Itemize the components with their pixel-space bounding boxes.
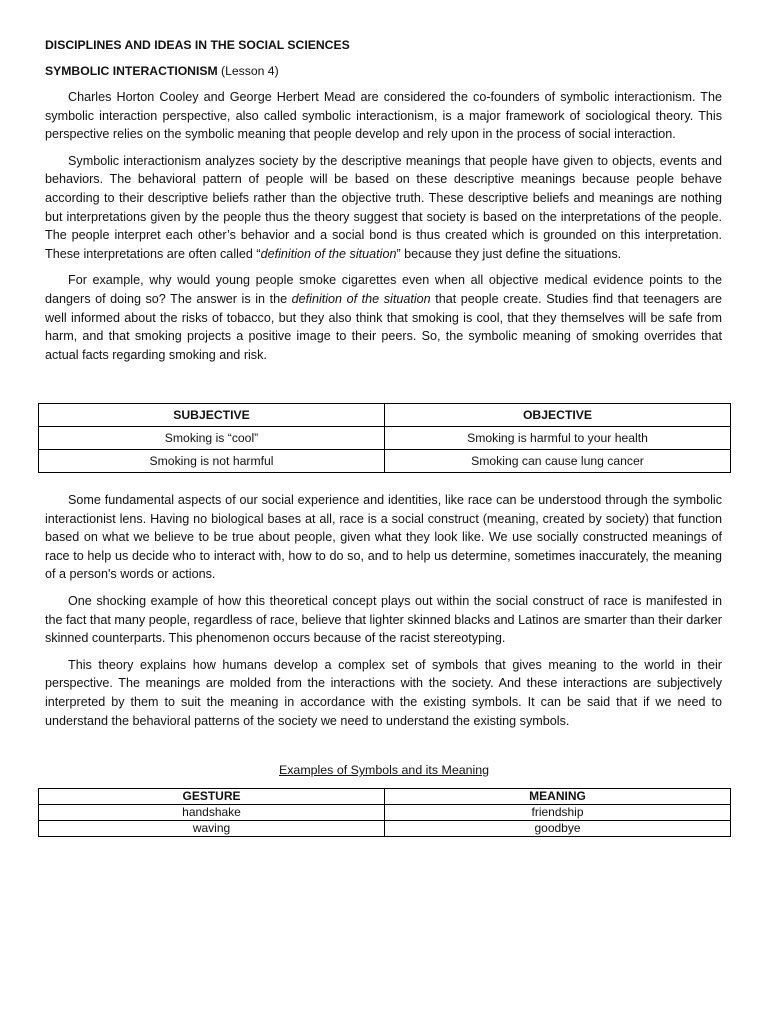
table-cell: waving — [39, 821, 385, 837]
table-cell: goodbye — [385, 821, 731, 837]
paragraph-5: One shocking example of how this theoretical concept plays out within the social construct of race is manifested in the fact that many people, regardless of race, believe that lighter skinned blacks and Latinos are smarter than their darker skinned counterparts. This phenomenon occurs because of the racist stereotyping. — [45, 593, 722, 646]
symbols-table-caption: Examples of Symbols and its Meaning — [278, 763, 490, 777]
lesson-subtitle-rest: (Lesson 4) — [217, 64, 279, 78]
table-cell: Smoking is not harmful — [39, 450, 385, 473]
table-header-row — [39, 404, 731, 427]
paragraph-1: Charles Horton Cooley and George Herbert Mead are considered the co-founders of symbolic interactionism. The symbolic interaction perspective, also called symbolic interactionism, is a major framework of sociological theory. This perspective relies on the symbolic meaning that people develop and rely upon in the process of social interaction. — [45, 90, 722, 142]
table-row — [39, 450, 731, 473]
table-row — [39, 821, 731, 837]
table-header-cell: SUBJECTIVE — [39, 404, 385, 427]
lesson-subtitle-bold: SYMBOLIC INTERACTIONISM — [45, 64, 218, 78]
paragraph-3-part-b: that people create. Studies find that teenagers are well informed about the risks of tobacco, but they also think that smoking is cool, that they themselves will be safe from harm, and that smoking projects a positive image to their peers. So, the symbolic meaning of smoking overrides that actual facts regarding smoking and risk. — [45, 291, 722, 362]
table-cell: Smoking is harmful to your health — [385, 427, 731, 450]
subjective-objective-table — [38, 403, 731, 473]
table-row — [39, 805, 731, 821]
symbols-meaning-table — [38, 788, 731, 837]
paragraph-2-part-a: Symbolic interactionism analyzes society by the descriptive meanings that people have given to objects, events and behaviors. The behavioral pattern of people will be based on these descriptive meanings because people behave according to their descriptive beliefs rather than the objective truth. These descriptive beliefs and meanings are nothing but interpretations given by the people thus the theory suggest that society is based on the interpretations of the people. The people interpret each other’s behavior and a social bond is thus created which is grounded on this interpretation. These interpretations are often called “ — [45, 153, 722, 261]
table-cell: Smoking can cause lung cancer — [385, 450, 731, 473]
paragraph-3-part-a: For example, why would young people smoke cigarettes even when all objective medical evidence points to the dangers of doing so? The answer is in the — [45, 273, 722, 306]
table-header-row — [39, 789, 731, 805]
paragraph-4: Some fundamental aspects of our social experience and identities, like race can be understood through the symbolic interactionist lens. Having no biological bases at all, race is a social construct (meaning, created by society) that function based on what we believe to be true about people, given what they look like. We use socially constructed meanings of race to help us decide who to interact with, how to do so, and to help us determine, sometimes inaccurately, the meaning of a person's words or actions. — [45, 493, 722, 582]
table-header-cell: OBJECTIVE — [385, 404, 731, 427]
paragraph-2-part-b: ” because they just define the situations. — [396, 246, 622, 261]
paragraph-2 — [45, 152, 722, 264]
paragraph-6: This theory explains how humans develop a complex set of symbols that gives meaning to the world in their perspective. The meanings are molded from the interactions with the society. And these interactions are subjectively interpreted by them to suit the meaning in accordance with the existing symbols. It can be said that if we need to understand the behavioral patterns of the society we need to understand the existing symbols. — [45, 657, 722, 728]
table-header-cell: GESTURE — [39, 789, 385, 805]
paragraph-3 — [45, 271, 722, 364]
lesson-subtitle — [45, 64, 722, 78]
table-cell: handshake — [39, 805, 385, 821]
document-title: DISCIPLINES AND IDEAS IN THE SOCIAL SCIENCES — [45, 38, 350, 52]
table-cell: friendship — [385, 805, 731, 821]
paragraph-3-italic: definition of the situation — [291, 291, 431, 306]
table-row — [39, 427, 731, 450]
table-cell: Smoking is “cool” — [39, 427, 385, 450]
document-body-top — [45, 38, 722, 372]
document-body-bottom — [45, 491, 722, 738]
table-header-cell: MEANING — [385, 789, 731, 805]
paragraph-2-italic: definition of the situation — [260, 246, 397, 261]
